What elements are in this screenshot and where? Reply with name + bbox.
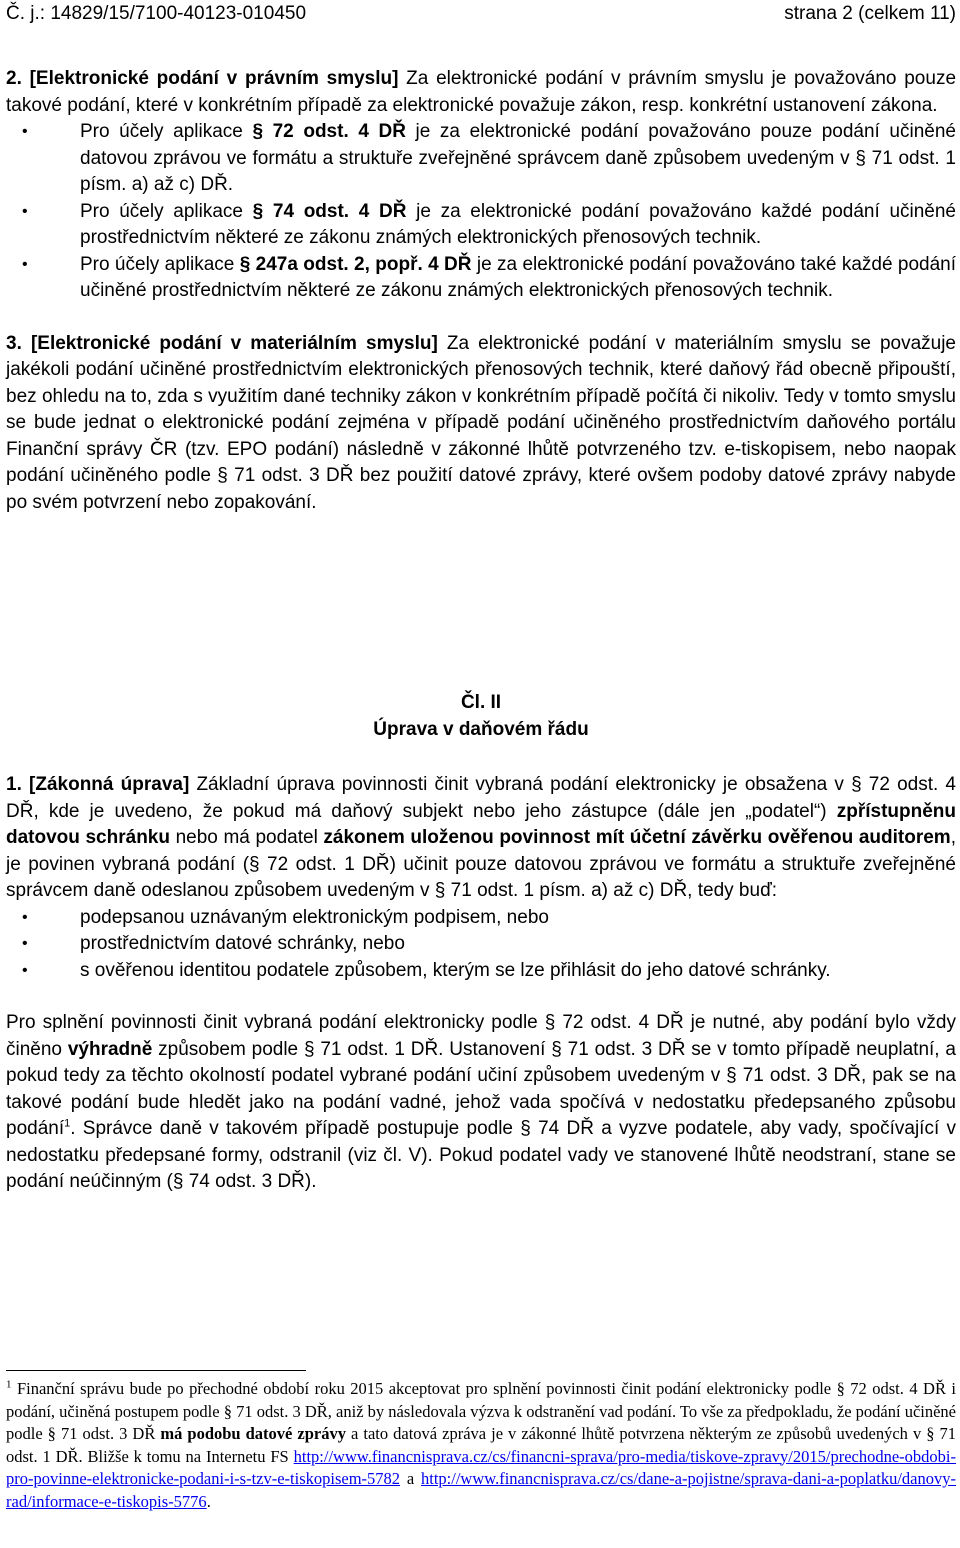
method-list <box>6 905 956 985</box>
article-heading <box>6 690 956 743</box>
footnote-ref[interactable]: 1 <box>64 1117 71 1130</box>
footnote-link-press-release[interactable]: http://www.financnisprava.cz/cs/financni-sprava/pro-media/tiskove-zpravy/2015/prechodne-obdobi-pro-povinne-elektronicke-podani-i-s-tzv-e-tiskopisem-5782 <box>6 1446 956 1488</box>
section-1 <box>6 772 956 1196</box>
section-2-paragraph <box>6 66 956 119</box>
footnote-link-e-tiskopis[interactable]: http://www.financnisprava.cz/cs/dane-a-pojistne/sprava-dani-a-poplatku/danovy-rad/informace-e-tiskopis-5776 <box>6 1469 956 1511</box>
section-title: [Elektronické podání v právním smyslu] <box>29 68 399 89</box>
footnote-divider <box>6 1370 306 1371</box>
section-text: Za elektronické podání v právním smyslu je považováno pouze takové podání, které v konkrétním případě za elektronické považuje zákon, resp. konkrétní ustanovení zákona. <box>6 68 957 116</box>
section-number: 3. <box>6 332 22 354</box>
list-item: • s ověřenou identitou podatele způsobem, kterým se lze přihlásit do jeho datové schránky. <box>6 958 956 985</box>
list-item: • Pro účely aplikace § 74 odst. 4 DŘ je za elektronické podání považováno každé podání učiněné prostřednictvím některé ze zákonu známých elektronických přenosových technik. <box>6 199 956 252</box>
section-number: 2. <box>6 68 22 89</box>
section-title: [Elektronické podání v materiálním smyslu] <box>30 332 438 354</box>
reference-number: Č. j.: 14829/15/7100-40123-010450 <box>6 3 307 24</box>
section-2 <box>6 66 956 516</box>
section-3-paragraph <box>6 331 956 517</box>
list-item: • Pro účely aplikace § 72 odst. 4 DŘ je za elektronické podání považováno pouze podání učiněné datovou zprávou ve formátu a struktuře zveřejněné správcem daně způsobem uvedeným v § 71 odst. 1 písm. a) až c) DŘ. <box>6 119 956 199</box>
section-text: Za elektronické podání v materiálním smyslu se považuje jakékoli podání učiněné prostřednictvím elektronických přenosových technik, které daňový řád obecně připouští, bez ohledu na to, zda s využitím dané techniky zákon v konkrétním případě počítá či nikoliv. Tedy v tomto smyslu se bude jednat o elektronické podání zejména v případě podání učiněného prostřednictvím daňového portálu Finanční správy ČR (tzv. EPO podání) následně v zákonné lhůtě potvrzeného tzv. e-tiskopisem, nebo naopak podání učiněného podle § 71 odst. 3 DŘ bez použití datové zprávy, které ovšem podoby datové zprávy nabyde po svém potvrzení nebo zopakování. <box>6 332 957 513</box>
list-item: • prostřednictvím datové schránky, nebo <box>6 931 956 958</box>
page-header <box>6 2 956 26</box>
section-1-paragraph: 1. [Zákonná úprava] Základní úprava povinnosti činit vybraná podání elektronicky je obsažena v § 72 odst. 4 DŘ, kde je uvedeno, že pokud má daňový subjekt nebo jeho zástupce (dále jen „podatel“) zpřístupněnu datovou schránku nebo má podatel zákonem uloženou povinnost mít účetní závěrku ověřenou auditorem, je povinen vybraná podání (§ 72 odst. 1 DŘ) učinit pouze datovou zprávou ve formátu a struktuře zveřejněné správcem daně odeslanou způsobem uvedeným v § 71 odst. 1 písm. a) až c) DŘ, tedy buď: <box>6 774 957 901</box>
definition-list <box>6 119 956 305</box>
article-number: Čl. II <box>460 692 502 713</box>
page-counter: strana 2 (celkem 11) <box>784 3 956 24</box>
list-item: • podepsanou uznávaným elektronickým podpisem, nebo <box>6 905 956 932</box>
footnote: $^1$ Finanční správu bude po přechodné období roku 2015 akceptovat pro splnění povinnosti činit podání elektronicky podle § 72 odst. 4 DŘ i podání, učiněná postupem podle § 71 odst. 3 DŘ, aniž by následovala výzva k odstranění vad podání. To vše za předpokladu, že podání učiněné podle § 71 odst. 3 DŘ má podobu datové zprávy a tato datová zpráva je v zákonné lhůtě potvrzena některým ze způsobů uvedených v § 71 odst. 1 DŘ. Bližše k tomu na Internetu FS http://www.financnisprava.cz/cs/financni-sprava/pro-media/tiskove-zpravy/2015/prechodne-obdobi-pro-povinne-elektronicke-podani-i-s-tzv-e-tiskopisem-5782 a http://www.financnisprava.cz/cs/dane-a-pojistne/sprava-dani-a-poplatku/danovy-rad/informace-e-tiskopis-5776. <box>6 1378 956 1511</box>
footnote-number: 1 <box>6 1378 12 1391</box>
obligation-paragraph: Pro splnění povinnosti činit vybraná podání elektronicky podle § 72 odst. 4 DŘ je nutné, aby podání bylo vždy činěno výhradně způsobem podle § 71 odst. 1 DŘ. Ustanovení § 71 odst. 3 DŘ se v tomto případě neuplatní, a pokud tedy za těchto okolností podatel vybrané podání učiní způsobem uvedeným v § 71 odst. 3 DŘ, pak se na takové podání bude hledět jako na podání vadné, jehož vada spočívá v nedostatku předepsaného způsobu podání$^1$. Správce daně v takovém případě postupuje podle § 74 DŘ a vyzve podatele, aby vady, spočívající v nedostatku předepsané formy, odstranil (viz čl. V). Pokud podatel vady ve stanovené lhůtě neodstraní, stane se podání neúčinným (§ 74 odst. 3 DŘ). <box>6 1012 956 1192</box>
article-title: Úprava v daňovém řádu <box>373 718 589 740</box>
list-item: • Pro účely aplikace § 247a odst. 2, popř. 4 DŘ je za elektronické podání považováno také každé podání učiněné prostřednictvím některé ze zákonu známých elektronických přenosových technik. <box>6 252 956 305</box>
